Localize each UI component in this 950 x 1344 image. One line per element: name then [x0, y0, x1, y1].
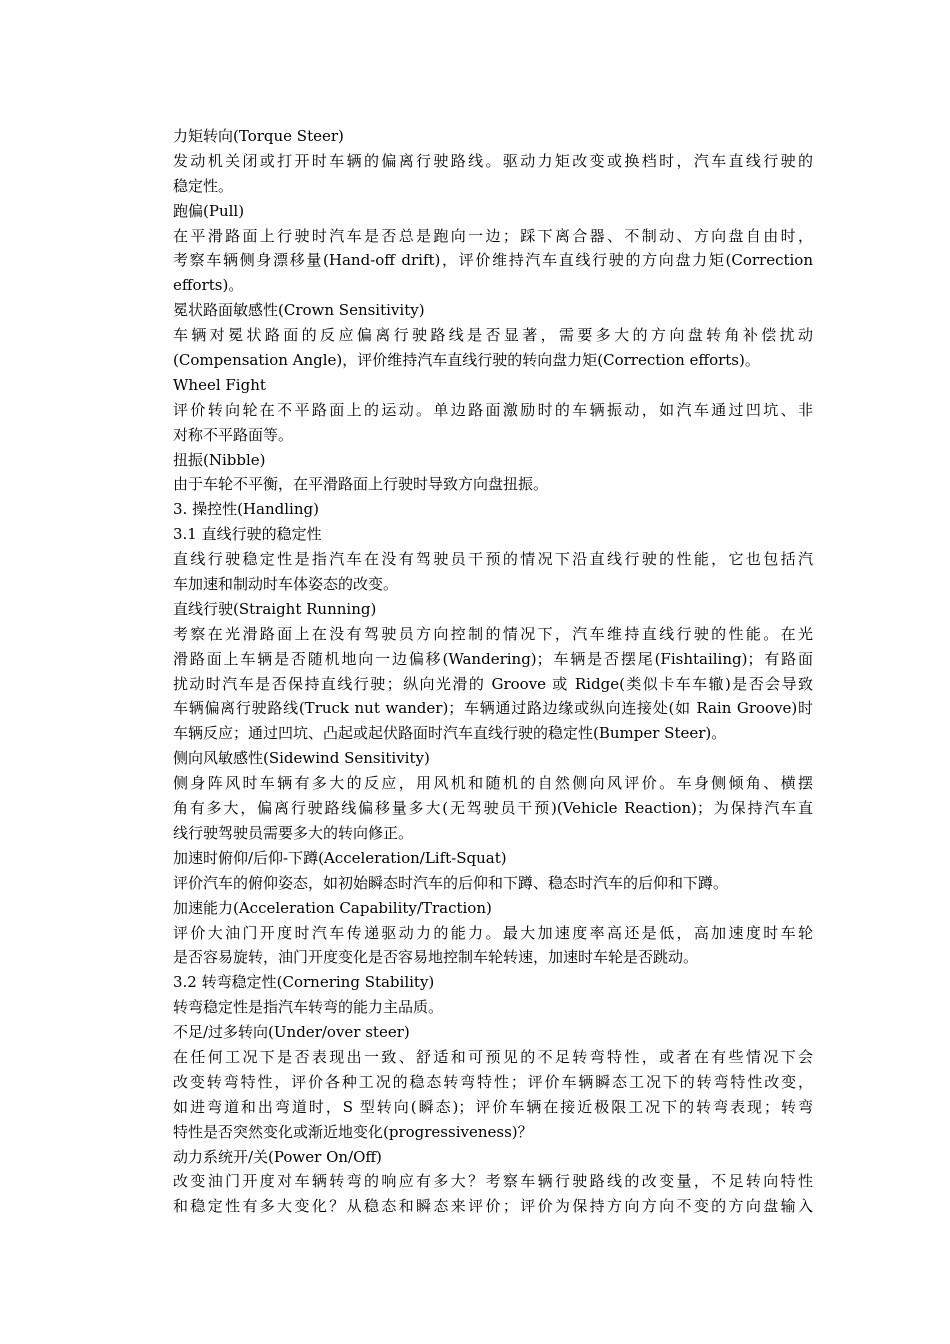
text-line: 改变油门开度对车辆转弯的响应有多大？考察车辆行驶路线的改变量，不足转向特性	[173, 1172, 813, 1191]
text-line: 角有多大，偏离行驶路线偏移量多大(无驾驶员干预)(Vehicle Reaction)；为保持汽车直	[173, 799, 813, 818]
text-line: 不足/过多转向(Under/over steer)	[173, 1023, 410, 1042]
text-line: 特性是否突然变化或渐近地变化(progressiveness)？	[173, 1122, 533, 1141]
text-line: efforts)。	[173, 276, 244, 295]
text-line: 车辆对冕状路面的反应偏离行驶路线是否显著，需要多大的方向盘转角补偿扰动	[173, 326, 813, 345]
text-line: 考察在光滑路面上在没有驾驶员方向控制的情况下，汽车维持直线行驶的性能。在光	[173, 624, 813, 643]
text-line: 直线行驶(Straight Running)	[173, 599, 377, 618]
text-line: 发动机关闭或打开时车辆的偏离行驶路线。驱动力矩改变或换档时，汽车直线行驶的	[173, 151, 813, 170]
text-line: 车辆偏离行驶路线(Truck nut wander)；车辆通过路边缘或纵向连接处(如 Rain Groove)时	[173, 699, 813, 718]
text-line: 改变转弯特性，评价各种工况的稳态转弯特性；评价车辆瞬态工况下的转弯特性改变，	[173, 1072, 813, 1091]
text-line: 线行驶驾驶员需要多大的转向修正。	[173, 823, 414, 842]
text-line: 侧向风敏感性(Sidewind Sensitivity)	[173, 749, 430, 768]
text-line: Wheel Fight	[173, 375, 266, 394]
text-line: 动力系统开/关(Power On/Off)	[173, 1147, 382, 1166]
text-line: 3. 操控性(Handling)	[173, 500, 319, 519]
text-line: (Compensation Angle)，评价维持汽车直线行驶的转向盘力矩(Correction efforts)。	[173, 351, 760, 370]
text-line: 3.2 转弯稳定性(Cornering Stability)	[173, 973, 435, 992]
text-line: 跑偏(Pull)	[173, 201, 245, 220]
text-line: 车辆反应；通过凹坑、凸起或起伏路面时汽车直线行驶的稳定性(Bumper Steer)。	[173, 724, 727, 743]
text-line: 冕状路面敏感性(Crown Sensitivity)	[173, 301, 425, 320]
text-line: 车加速和制动时车体姿态的改变。	[173, 575, 399, 594]
text-line: 扭振(Nibble)	[173, 450, 266, 469]
text-line: 力矩转向(Torque Steer)	[173, 127, 344, 145]
text-line: 是否容易旋转，油门开度变化是否容易地控制车轮转速，加速时车轮是否跳动。	[173, 948, 699, 967]
text-line: 加速能力(Acceleration Capability/Traction)	[173, 898, 492, 917]
text-line: 加速时俯仰/后仰-下蹲(Acceleration/Lift-Squat)	[173, 848, 507, 867]
text-line: 扰动时汽车是否保持直线行驶；纵向光滑的 Groove 或 Ridge(类似卡车车辙)是否会导致	[173, 674, 813, 693]
text-line: 转弯稳定性是指汽车转弯的能力主品质。	[173, 998, 444, 1017]
text-line: 对称不平路面等。	[173, 425, 294, 444]
text-line: 如进弯道和出弯道时，S 型转向(瞬态)；评价车辆在接近极限工况下的转弯表现；转弯	[173, 1097, 813, 1116]
text-line: 考察车辆侧身漂移量(Hand-off drift)，评价维持汽车直线行驶的方向盘力矩(Correction	[173, 251, 813, 270]
text-line: 侧身阵风时车辆有多大的反应，用风机和随机的自然侧向风评价。车身侧倾角、横摆	[173, 774, 813, 793]
text-line: 评价汽车的俯仰姿态，如初始瞬态时汽车的后仰和下蹲、稳态时汽车的后仰和下蹲。	[173, 873, 729, 892]
text-line: 在任何工况下是否表现出一致、舒适和可预见的不足转弯特性，或者在有些情况下会	[173, 1047, 813, 1066]
text-line: 在平滑路面上行驶时汽车是否总是跑向一边；踩下离合器、不制动、方向盘自由时，	[173, 226, 813, 245]
text-line: 由于车轮不平衡，在平滑路面上行驶时导致方向盘扭振。	[173, 475, 549, 494]
text-line: 评价转向轮在不平路面上的运动。单边路面激励时的车辆振动，如汽车通过凹坑、非	[173, 400, 813, 419]
text-line: 3.1 直线行驶的稳定性	[173, 525, 322, 544]
text-line: 滑路面上车辆是否随机地向一边偏移(Wandering)；车辆是否摆尾(Fishtailing)；有路面	[173, 649, 813, 668]
text-line: 和稳定性有多大变化？从稳态和瞬态来评价；评价为保持方向方向不变的方向盘输入	[173, 1197, 813, 1216]
text-line: 稳定性。	[173, 176, 234, 195]
text-line: 直线行驶稳定性是指汽车在没有驾驶员干预的情况下沿直线行驶的性能，它也包括汽	[173, 550, 813, 569]
document-page	[173, 124, 813, 1219]
text-line: 评价大油门开度时汽车传递驱动力的能力。最大加速度率高还是低，高加速度时车轮	[173, 923, 813, 942]
